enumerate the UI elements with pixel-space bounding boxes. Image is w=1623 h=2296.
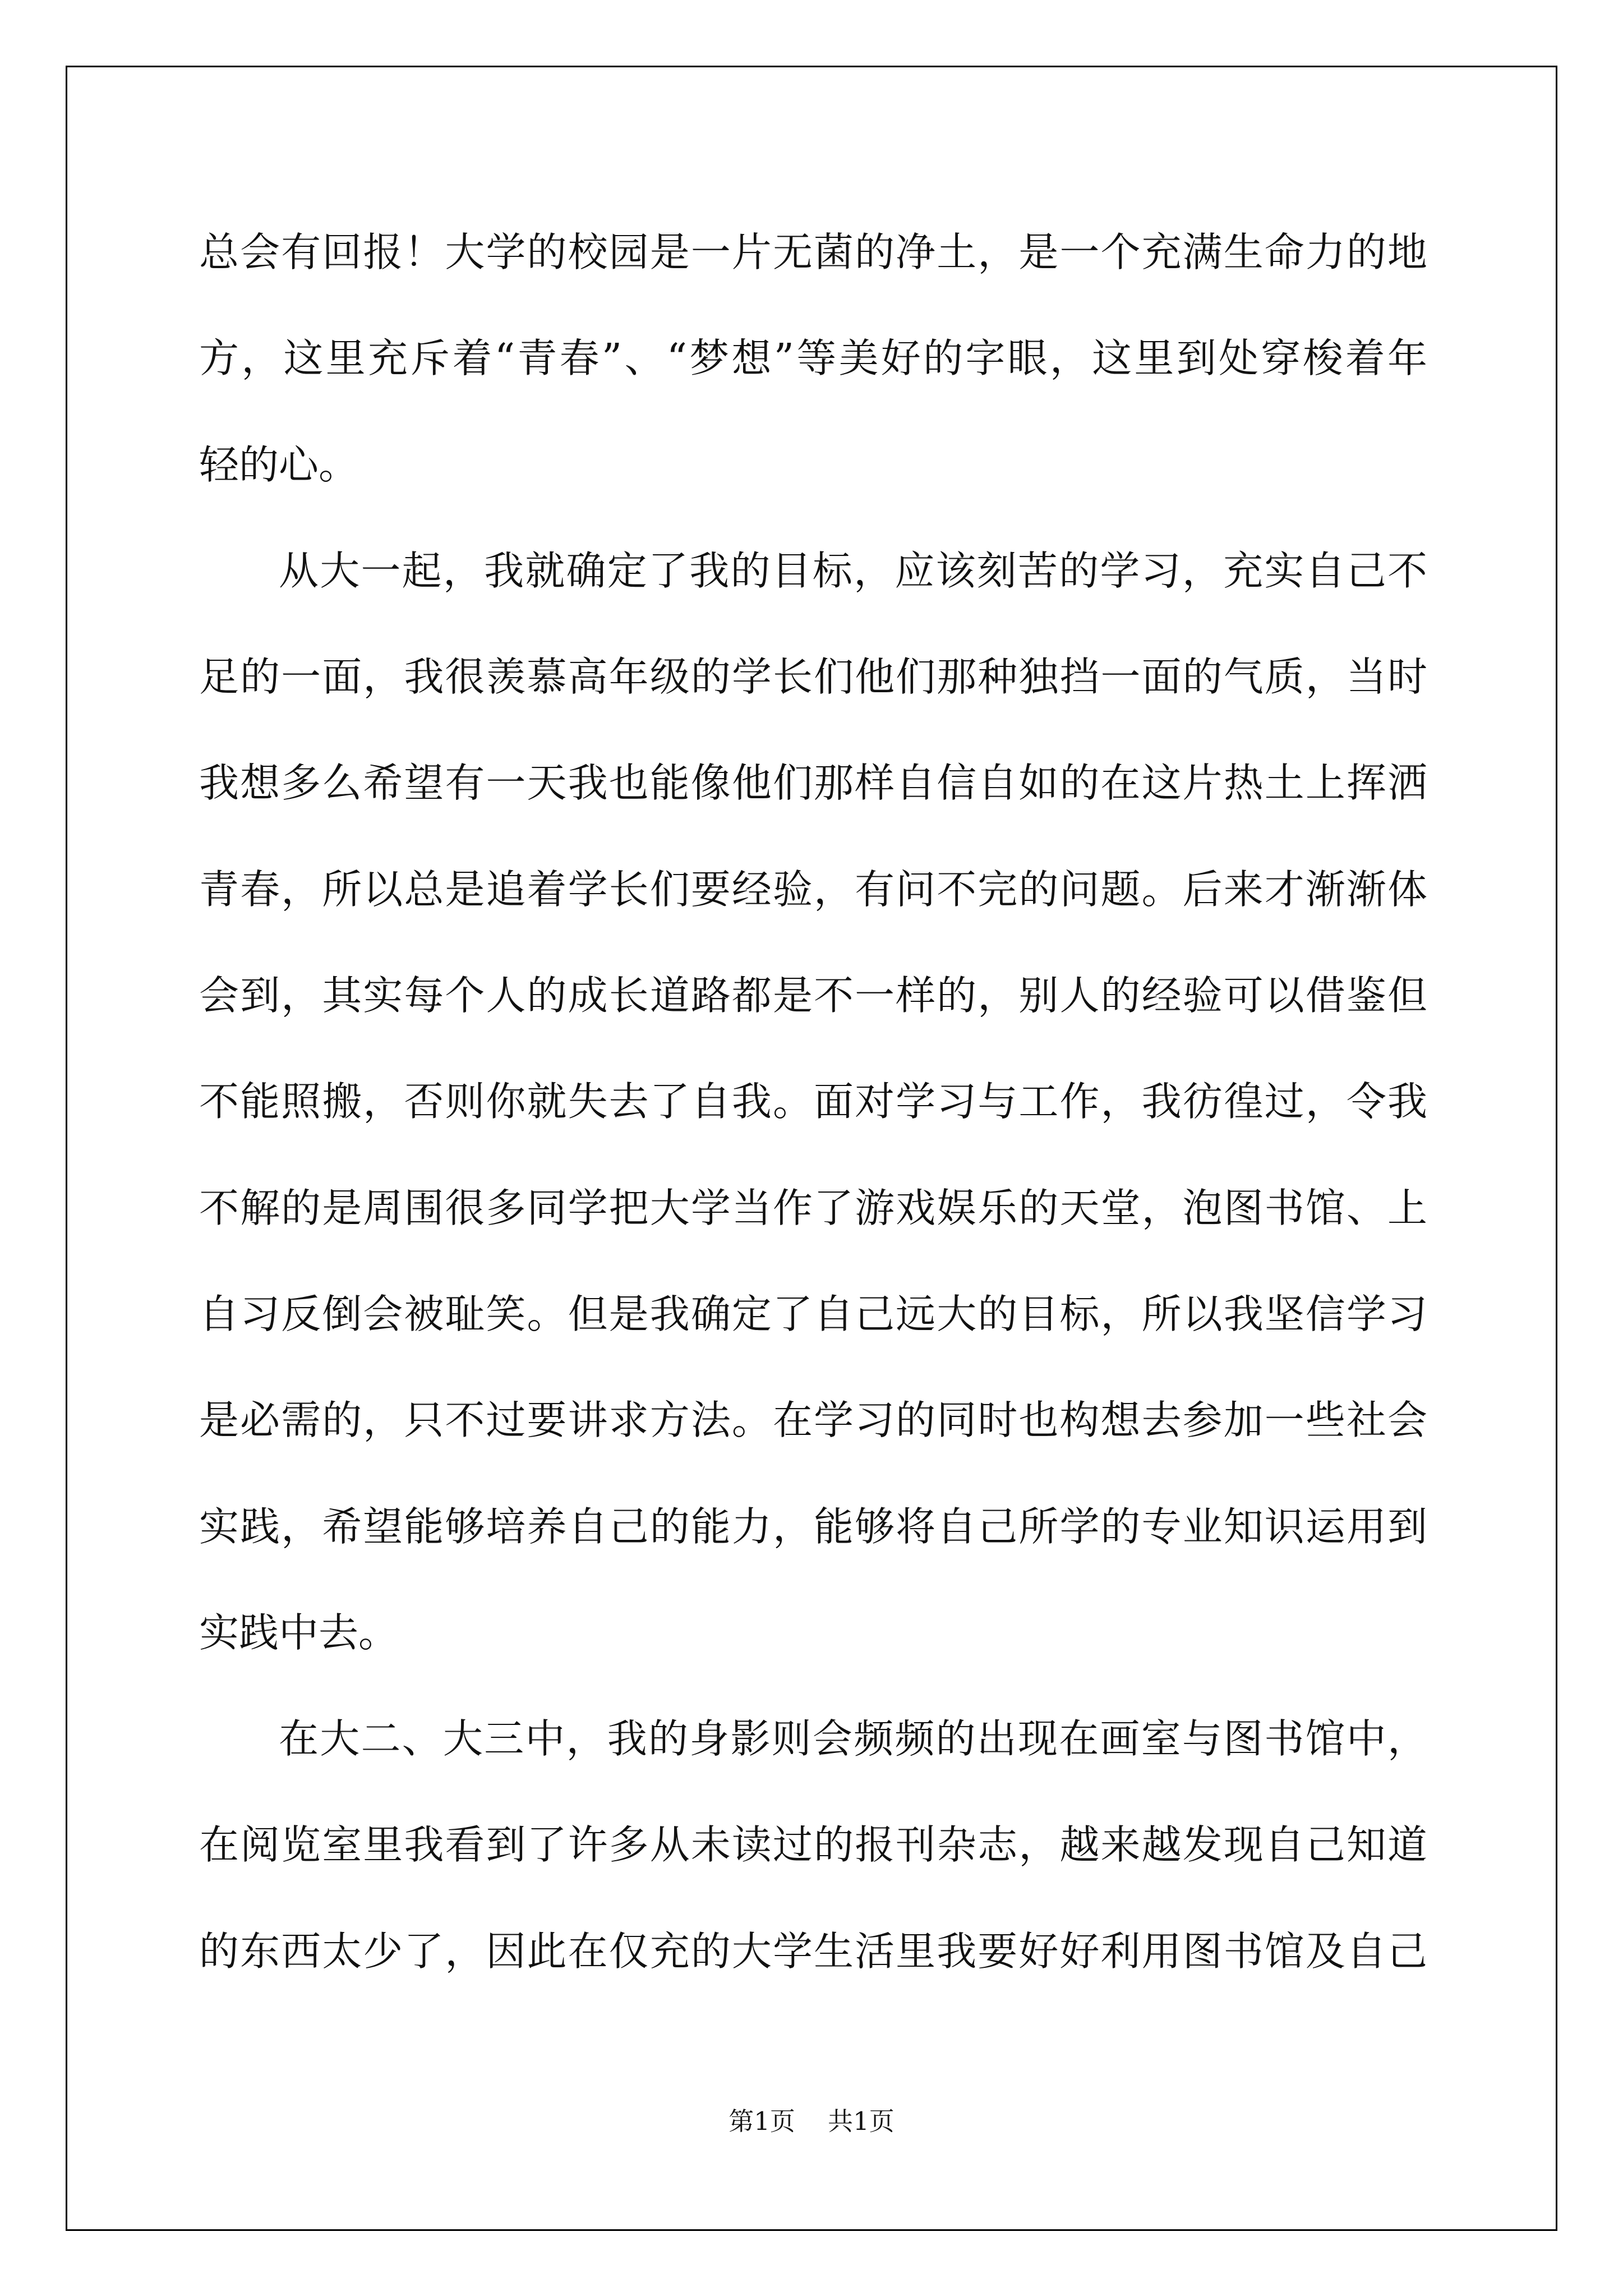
text-line: 方，这里充斥着“青春”、“梦想”等美好的字眼，这里到处穿梭着年 xyxy=(199,335,1427,382)
page-total: 共1页 xyxy=(828,2106,895,2136)
text-line: 在大二、大三中，我的身影则会频频的出现在画室与图书馆中， xyxy=(279,1715,1427,1763)
text-line: 总会有回报！大学的校园是一片无菌的净土，是一个充满生命力的地 xyxy=(199,229,1427,275)
text-line: 的东西太少了，因此在仅充的大学生活里我要好好利用图书馆及自己 xyxy=(199,1927,1427,1975)
text-line: 轻的心。 xyxy=(199,441,359,488)
page-footer xyxy=(0,2101,1623,2137)
text-line: 会到，其实每个人的成长道路都是不一样的，别人的经验可以借鉴但 xyxy=(199,972,1427,1019)
text-line: 在阅览室里我看到了许多从未读过的报刊杂志，越来越发现自己知道 xyxy=(199,1821,1427,1869)
text-line: 是必需的，只不过要讲求方法。在学习的同时也构想去参加一些社会 xyxy=(199,1397,1427,1444)
text-line: 我想多么希望有一天我也能像他们那样自信自如的在这片热土上挥洒 xyxy=(199,760,1427,807)
paragraph-2 xyxy=(199,529,1427,1697)
document-body xyxy=(199,210,1427,2016)
text-line: 不能照搬，否则你就失去了自我。面对学习与工作，我彷徨过，令我 xyxy=(199,1078,1427,1125)
text-line: 实践，希望能够培养自己的能力，能够将自己所学的专业知识运用到 xyxy=(199,1503,1427,1550)
page-number: 第1页 xyxy=(728,2106,795,2136)
text-line: 不解的是周围很多同学把大学当作了游戏娱乐的天堂，泡图书馆、上 xyxy=(199,1184,1427,1231)
text-line: 自习反倒会被耻笑。但是我确定了自己远大的目标，所以我坚信学习 xyxy=(199,1290,1427,1337)
text-line: 青春，所以总是追着学长们要经验，有问不完的问题。后来才渐渐体 xyxy=(199,866,1427,913)
text-line: 从大一起，我就确定了我的目标，应该刻苦的学习，充实自己不 xyxy=(279,547,1427,594)
paragraph-3 xyxy=(199,1697,1427,2016)
text-line: 实践中去。 xyxy=(199,1609,399,1656)
text-line: 足的一面，我很羡慕高年级的学长们他们那种独挡一面的气质，当时 xyxy=(199,654,1427,701)
paragraph-1 xyxy=(199,210,1427,529)
